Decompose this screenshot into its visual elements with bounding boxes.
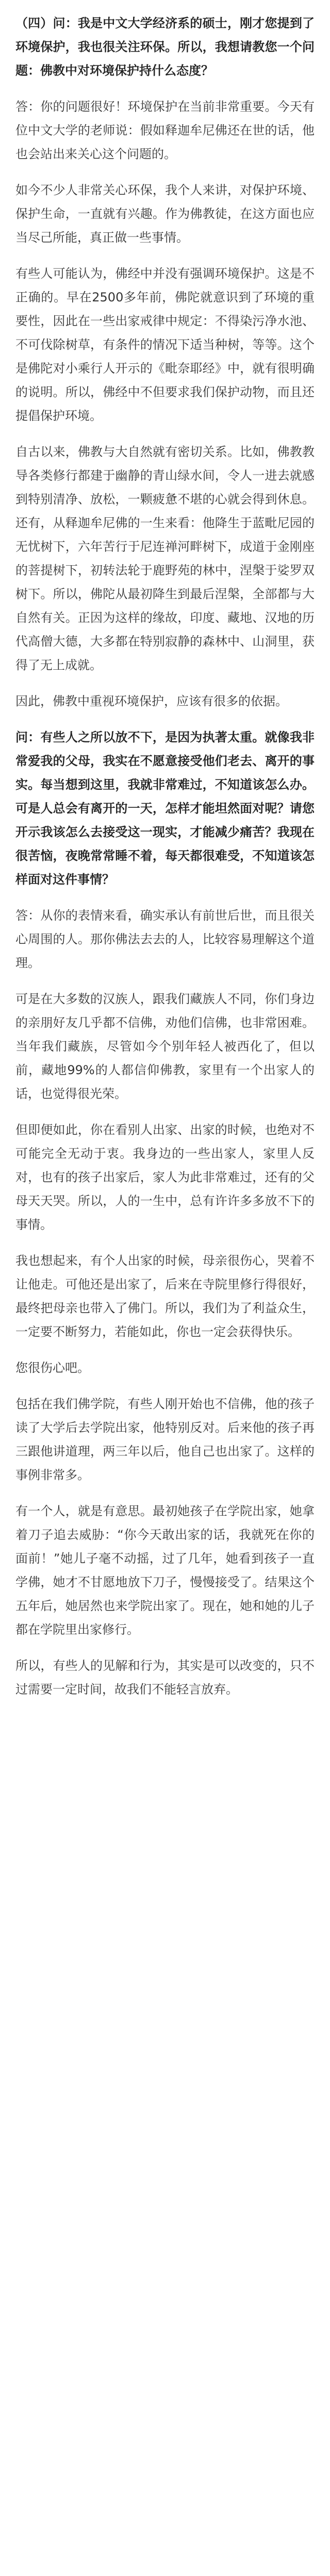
question-paragraph: 问：有些人之所以放不下，是因为执著太重。就像我非常爱我的父母，我实在不愿意接受他们老去、离开的事实。每当想到这里，我就非常难过，不知道该怎么办。可是人总会有离开的一天，怎样才能坦然面对呢？请您开示我该怎么去接受这一现实，才能减少痛苦？我现在很苦恼，夜晚常常睡不着，每天都很难受，不知道该怎样面对这件事情？ [15, 730, 315, 887]
answer-paragraph: 我也想起来，有个人出家的时候，母亲很伤心，哭着不让他走。可他还是出家了，后来在寺院里修行得很好，最终把母亲也带入了佛门。所以，我们为了利益众生，一定要不断努力，若能如此，你也一定会获得快乐。 [15, 1253, 315, 1339]
answer-paragraph: 您很伤心吧。 [15, 1361, 90, 1375]
question-paragraph: （四）问：我是中文大学经济系的硕士，刚才您提到了环境保护，我也很关注环保。所以，我想请教您一个问题：佛教中对环境保护持什么态度？ [15, 16, 315, 78]
answer-paragraph: 但即便如此，你在看别人出家、出家的时候，也绝对不可能完全无动于衷。我身边的一些出家人，家里人反对，也有的孩子出家后，家人为此非常难过，还有的父母天天哭。所以，人的一生中，总有许许多多放不下的事情。 [15, 1123, 315, 1232]
answer-paragraph: 有一个人，就是有意思。最初她孩子在学院出家，她拿着刀子追去威胁：“你今天敢出家的话，我就死在你的面前！”她儿子毫不动摇，过了几年，她看到孩子一直学佛，她才不甘愿地放下刀子，慢慢接受了。结果这个五年后，她居然也来学院出家了。现在，她和她的儿子都在学院里出家修行。 [15, 1504, 315, 1637]
answer-paragraph: 有些人可能认为，佛经中并没有强调环境保护。这是不正确的。早在2500多年前，佛陀就意识到了环境的重要性，因此在一些出家戒律中规定：不得染污净水池、不可伐除树草，有条件的情况下适当种树，等等。这个是佛陀对小乘行人开示的《毗奈耶经》中，就有很明确的说明。所以，佛经中不但要求我们保护动物，而且还提倡保护环境。 [15, 266, 315, 423]
answer-paragraph: 自古以来，佛教与大自然就有密切关系。比如，佛教教导各类修行都建于幽静的青山绿水间，令人一进去就感到特别清净、放松，一颗疲惫不堪的心就会得到休息。还有，从释迦牟尼佛的一生来看：他降生于蓝毗尼园的无忧树下，六年苦行于尼连禅河畔树下，成道于金刚座的菩提树下，初转法轮于鹿野苑的林中，涅槃于娑罗双树下。所以，佛陀从最初降生到最后涅槃，全部都与大自然有关。正因为这样的缘故，印度、藏地、汉地的历代高僧大德，大多都在特别寂静的森林中、山洞里，获得了无上成就。 [15, 445, 315, 672]
answer-paragraph: 答：你的问题很好！环境保护在当前非常重要。今天有位中文大学的老师说：假如释迦牟尼佛还在世的话，他也会站出来关心这个问题的。 [15, 99, 315, 161]
answer-paragraph: 所以，有些人的见解和行为，其实是可以改变的，只不过需要一定时间，故我们不能轻言放弃。 [15, 1658, 315, 1697]
answer-paragraph: 如今不少人非常关心环保，我个人来讲，对保护环境、保护生命，一直就有兴趣。作为佛教徒，在这方面也应当尽己所能，真正做一些事情。 [15, 183, 315, 245]
answer-paragraph: 可是在大多数的汉族人，跟我们藏族人不同，你们身边的亲朋好友几乎都不信佛，劝他们信佛，也非常困难。当年我们藏族，尽管如今个别年轻人被西化了，但以前，藏地99%的人都信仰佛教，家里有一个出家人的话，也觉得很光荣。 [15, 992, 315, 1101]
answer-paragraph: 因此，佛教中重视环境保护，应该有很多的依据。 [15, 694, 288, 708]
answer-paragraph: 答：从你的表情来看，确实承认有前世后世，而且很关心周围的人。那你佛法去去的人，比较容易理解这个道理。 [15, 908, 315, 970]
answer-paragraph: 包括在我们佛学院，有些人刚开始也不信佛，他的孩子读了大学后去学院出家，他特别反对。后来他的孩子再三跟他讲道理，两三年以后，他自己也出家了。这样的事例非常多。 [15, 1397, 315, 1482]
